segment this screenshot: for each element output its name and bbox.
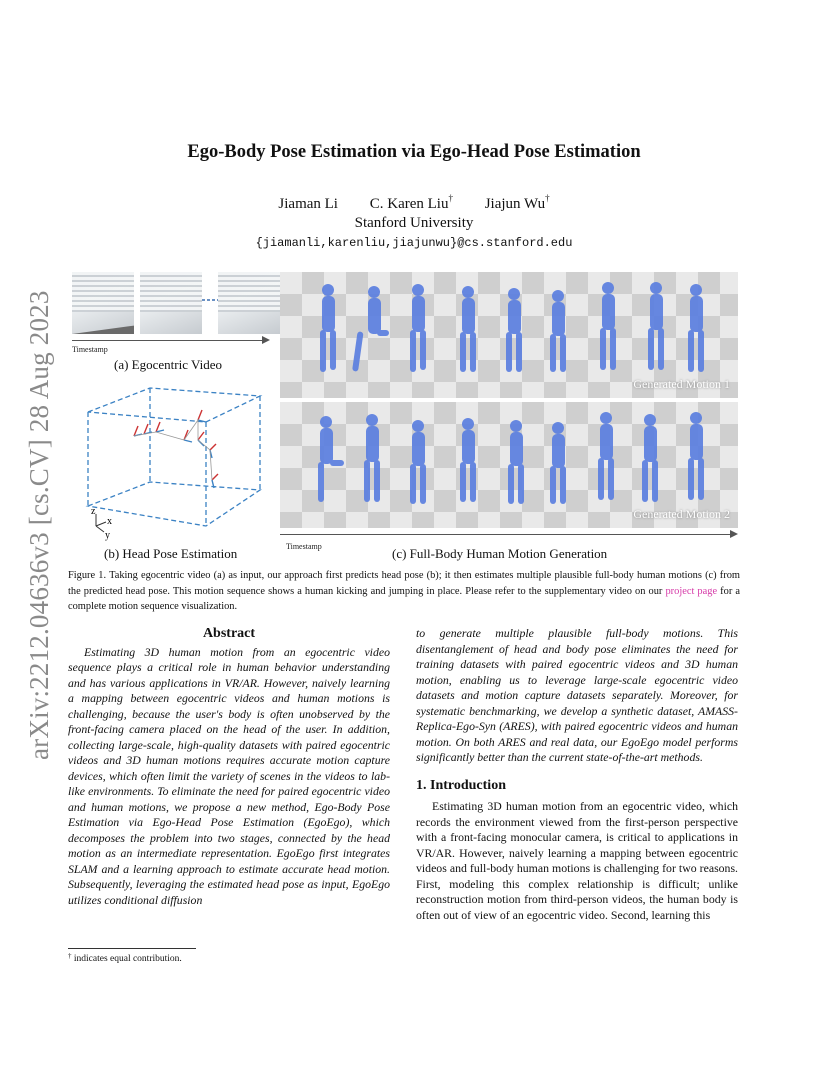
- frame-ellipsis: [202, 298, 218, 302]
- abstract-heading: Abstract: [202, 626, 256, 641]
- egocentric-frame-1: [72, 272, 134, 334]
- timestamp-label: Timestamp: [72, 345, 108, 354]
- axis-x-label: x: [107, 516, 112, 527]
- project-page-link[interactable]: project page: [665, 585, 718, 597]
- author-name: Jiajun Wu: [484, 196, 546, 212]
- author-name: Jiaman Li: [278, 196, 338, 212]
- footnote: [68, 954, 390, 964]
- introduction-text: Estimating 3D human motion from an egocentric video, which records the environment viewed from the first-person perspective with a front-facing monocular camera, is critical to applications in VR/AR. However, naively learning a mapping between egocentric videos and full-body human motions is challenging for two reasons. First, modeling this complex relationship is difficult; unlike reconstruction motion from third-person videos, the human body is often out of view of an egocentric video. Second, learning this: [416, 799, 738, 922]
- right-column: [416, 626, 738, 923]
- generated-motion-1-label: Generated Motion 1: [633, 377, 730, 391]
- egocentric-frame-3: [218, 272, 280, 334]
- author-1: [278, 196, 338, 212]
- caption-tail: for a complete motion sequence visualization.: [68, 585, 740, 613]
- motion-panel-1: [280, 272, 738, 398]
- author-2: [369, 193, 453, 212]
- equal-contribution-mark: †: [545, 193, 550, 203]
- timeline-arrow-motion: [280, 534, 736, 535]
- abstract-text-left: Estimating 3D human motion from an egocentric video sequence plays a critical role in human behavior understanding and has various applications in VR/AR. However, naively learning a mapping between egocentric videos and human motions is challenging, because the user's body is often unobserved by the front-facing camera placed on the head of the user. In addition, collecting large-scale, high-quality datasets with paired egocentric videos and 3D human motions requires accurate motion capture devices, which often limit the variety of scenes in the videos to lab-like environments. To eliminate the need for paired egocentric video and human motions, we propose a new method, Ego-Body Pose Estimation via Ego-Head Pose Estimation (EgoEgo), which decomposes the problem into two stages, connected by the head motion as an intermediate representation. EgoEgo first integrates SLAM and a learning approach to estimate accurate head motion. Subsequently, leveraging the estimated head pose as input, EgoEgo utilizes conditional diffusion: [68, 644, 390, 907]
- label-head-pose-estimation: (b) Head Pose Estimation: [104, 546, 238, 561]
- caption-text: Figure 1. Taking egocentric video (a) as input, our approach first predicts head pose (b); it then estimates multiple plausible full-body human motions (c) from the predicted head pose. This motion sequence shows a human kicking and jumping in place. Please refer to the supplementary video on our: [68, 570, 740, 597]
- figure-caption: [68, 568, 740, 615]
- left-column: [68, 626, 390, 908]
- author-name: C. Karen Liu: [369, 196, 449, 212]
- head-pose-diagram: [72, 376, 277, 546]
- generated-motion-2-label: Generated Motion 2: [633, 507, 730, 521]
- timeline-arrow-video: [72, 340, 268, 341]
- author-emails[interactable]: {jiamanli,karenliu,jiajunwu}@cs.stanford.edu: [255, 236, 573, 250]
- author-3: [484, 193, 550, 212]
- paper-title: Ego-Body Pose Estimation via Ego-Head Pose Estimation: [187, 142, 641, 162]
- timestamp-label: Timestamp: [286, 542, 322, 551]
- footnote-divider: [68, 948, 196, 949]
- equal-contribution-mark: †: [448, 193, 453, 203]
- label-egocentric-video: (a) Egocentric Video: [114, 357, 222, 372]
- egocentric-frame-2: [140, 272, 202, 334]
- motion-panel-2: [280, 402, 738, 528]
- axis-z-label: z: [91, 506, 96, 517]
- introduction-heading: 1. Introduction: [416, 777, 506, 793]
- figure-1: [68, 272, 738, 564]
- footnote-mark: †: [68, 952, 72, 960]
- abstract-text-right: to generate multiple plausible full-body motions. This disentanglement of head and body pose eliminates the need for training datasets with paired egocentric videos and 3D human motion, enabling us to leverage large-scale egocentric video datasets and motion capture datasets separately. Moreover, for systematic benchmarking, we develop a synthetic dataset, AMASS-Replica-Ego-Syn (ARES), with paired egocentric videos and human motion. On both ARES and real data, our EgoEgo model performs significantly better than the current state-of-the-art methods.: [416, 626, 738, 764]
- label-full-body-motion: (c) Full-Body Human Motion Generation: [392, 546, 608, 561]
- affiliation: Stanford University: [354, 215, 474, 231]
- axis-y-label: y: [105, 530, 110, 541]
- footnote-text: indicates equal contribution.: [71, 954, 182, 964]
- author-list: [0, 193, 828, 213]
- arxiv-stamp: arXiv:2212.04636v3 [cs.CV] 28 Aug 2023: [24, 290, 54, 760]
